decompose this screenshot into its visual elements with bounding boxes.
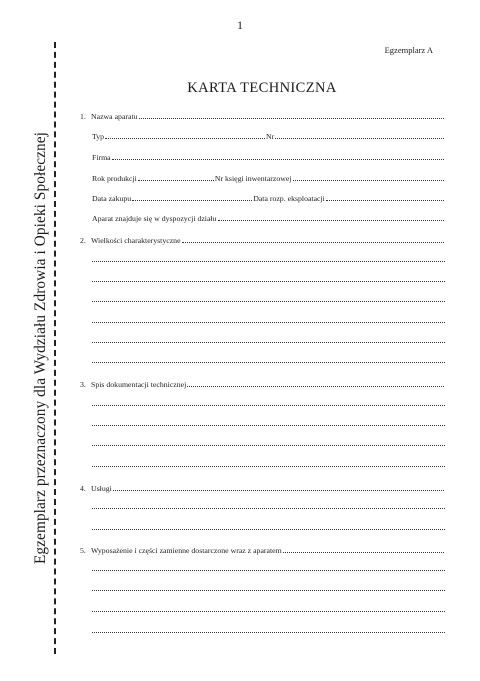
blank-line[interactable] xyxy=(92,301,445,302)
fill-line-dyspozycja[interactable] xyxy=(218,213,445,221)
page-number: 1 xyxy=(237,18,243,32)
section-dokumentacja xyxy=(80,379,445,390)
section-label: Wyposażenie i części zamienne dostarczone wraz z aparatem xyxy=(91,546,282,555)
copy-label: Egzemplarz A xyxy=(384,45,433,55)
blank-line[interactable] xyxy=(92,405,445,406)
field-firma xyxy=(92,152,445,163)
field-label-nr: Nr xyxy=(266,132,275,141)
blank-line[interactable] xyxy=(92,570,445,571)
blank-line[interactable] xyxy=(92,342,445,343)
section-label: Wielkości charakterystyczne xyxy=(91,236,181,245)
section-number: 3. xyxy=(80,380,86,389)
section-uslugi xyxy=(80,483,445,494)
section-number: 4. xyxy=(80,484,86,493)
fill-line-data-zakupu[interactable] xyxy=(132,193,252,201)
section-number: 1. xyxy=(80,112,86,121)
blank-line[interactable] xyxy=(92,261,445,262)
field-label-nr-ksiegi: Nr księgi inwentarzowej xyxy=(214,174,292,183)
section-label: Usługi xyxy=(91,484,112,493)
section-number: 2. xyxy=(80,236,86,245)
blank-line[interactable] xyxy=(92,529,445,530)
blank-line[interactable] xyxy=(92,590,445,591)
field-label-firma: Firma xyxy=(92,153,111,162)
field-label-data-eksploatacji: Data rozp. eksploatacji xyxy=(253,194,325,203)
fill-line[interactable] xyxy=(182,235,444,243)
fill-line[interactable] xyxy=(113,483,444,491)
blank-line[interactable] xyxy=(92,362,445,363)
field-label-data-zakupu: Data zakupu xyxy=(92,194,132,203)
form-title: KARTA TECHNICZNA xyxy=(187,80,337,96)
fill-line[interactable] xyxy=(187,379,444,387)
fill-line-rok-produkcji[interactable] xyxy=(138,173,214,181)
field-data-zakupu xyxy=(92,193,445,204)
field-typ-nr xyxy=(92,131,445,142)
field-label-typ: Typ xyxy=(92,132,105,141)
section-number: 5. xyxy=(80,546,86,555)
side-margin xyxy=(28,42,58,654)
fill-line-typ[interactable] xyxy=(105,131,265,139)
fill-line-firma[interactable] xyxy=(112,152,444,160)
field-label-dyspozycja: Aparat znajduje się w dyspozycji działu xyxy=(92,214,217,223)
side-text: Egzemplarz przeznaczony dla Wydziału Zdrowia i Opieki Społecznej xyxy=(32,131,49,565)
field-label-rok-produkcji: Rok produkcji xyxy=(92,174,137,183)
blank-line[interactable] xyxy=(92,322,445,323)
blank-line[interactable] xyxy=(92,466,445,467)
blank-line[interactable] xyxy=(92,508,445,509)
section-label: Spis dokumentacji technicznej xyxy=(91,380,187,389)
section-wielkosci xyxy=(80,235,445,246)
section-label: Nazwa aparatu xyxy=(91,112,138,121)
fill-line[interactable] xyxy=(283,545,444,553)
fill-line-nr-ksiegi[interactable] xyxy=(293,173,445,181)
section-nazwa-aparatu xyxy=(80,111,445,122)
fill-line-data-eksploatacji[interactable] xyxy=(326,193,444,201)
field-dyspozycja xyxy=(92,213,445,224)
fill-line[interactable] xyxy=(139,111,444,119)
fill-line-nr[interactable] xyxy=(275,131,444,139)
field-rok-produkcji xyxy=(92,173,445,184)
section-wyposazenie xyxy=(80,545,445,556)
blank-line[interactable] xyxy=(92,445,445,446)
blank-line[interactable] xyxy=(92,632,445,633)
blank-line[interactable] xyxy=(92,281,445,282)
blank-line[interactable] xyxy=(92,611,445,612)
cut-line xyxy=(54,42,56,654)
blank-line[interactable] xyxy=(92,425,445,426)
